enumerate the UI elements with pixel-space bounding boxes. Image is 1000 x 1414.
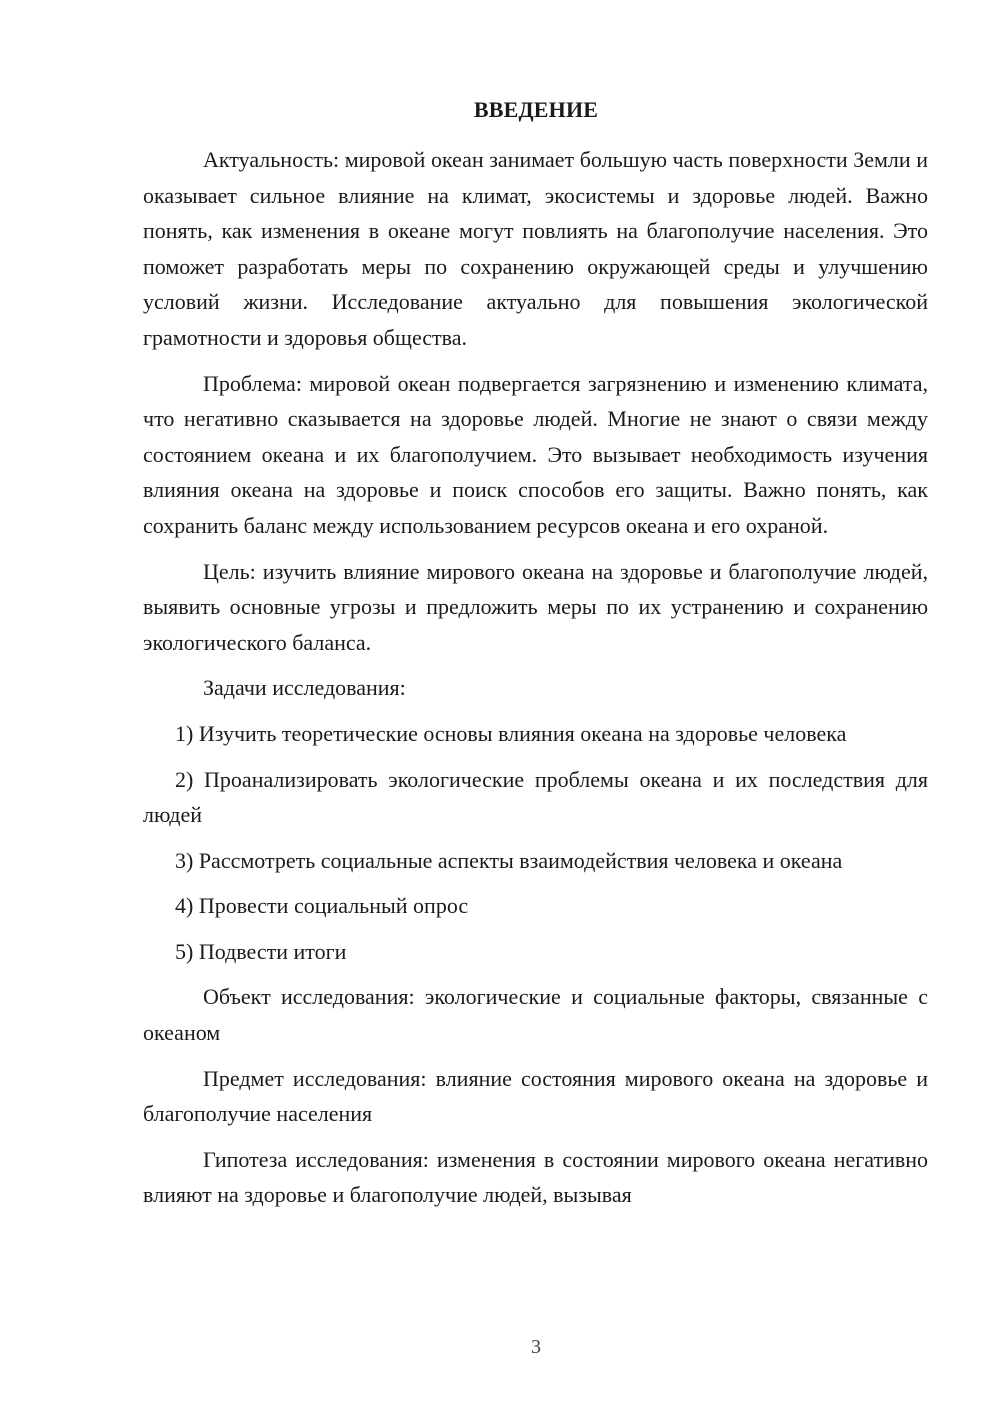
paragraph-tasks-heading: Задачи исследования: — [203, 675, 406, 701]
paragraph-object: Объект исследования: экологические и социальные факторы, связанные с океаном — [143, 984, 928, 1046]
task-item-2: 2) Проанализировать экологические проблемы океана и их последствия для людей — [143, 766, 928, 828]
page-number: 3 — [531, 1336, 541, 1358]
document-body — [143, 142, 928, 1213]
task-item-1: 1) Изучить теоретические основы влияния океана на здоровье человека — [175, 720, 847, 746]
task-item-3: 3) Рассмотреть социальные аспекты взаимодействия человека и океана — [175, 847, 843, 873]
task-item-5: 5) Подвести итоги — [175, 938, 347, 964]
section-title: ВВЕДЕНИЕ — [473, 97, 599, 122]
task-item-4: 4) Провести социальный опрос — [175, 893, 469, 919]
paragraph-subject: Предмет исследования: влияние состояния мирового океана на здоровье и благополучие населения — [143, 1065, 928, 1127]
paragraph-hypothesis: Гипотеза исследования: изменения в состоянии мирового океана негативно влияют на здоровье и благополучие людей, вызывая — [143, 1146, 928, 1208]
paragraph-problem: Проблема: мировой океан подвергается загрязнению и изменению климата, что негативно сказывается на здоровье людей. Многие не знают о связи между состоянием океана и их благополучием. Это вызывает необходимость изучения влияния океана на здоровье и поиск способов его защиты. Важно понять, как сохранить баланс между использованием ресурсов океана и его охраной. — [143, 370, 928, 538]
paragraph-goal: Цель: изучить влияние мирового океана на здоровье и благополучие людей, выявить основные угрозы и предложить меры по их устранению и сохранению экологического баланса. — [143, 558, 928, 655]
paragraph-relevance: Актуальность: мировой океан занимает большую часть поверхности Земли и оказывает сильное влияние на климат, экосистемы и здоровье людей. Важно понять, как изменения в океане могут повлиять на благополучие населения. Это поможет разработать меры по сохранению окружающей среды и улучшению условий жизни. Исследование актуально для повышения экологической грамотности и здоровья общества. — [143, 147, 928, 350]
